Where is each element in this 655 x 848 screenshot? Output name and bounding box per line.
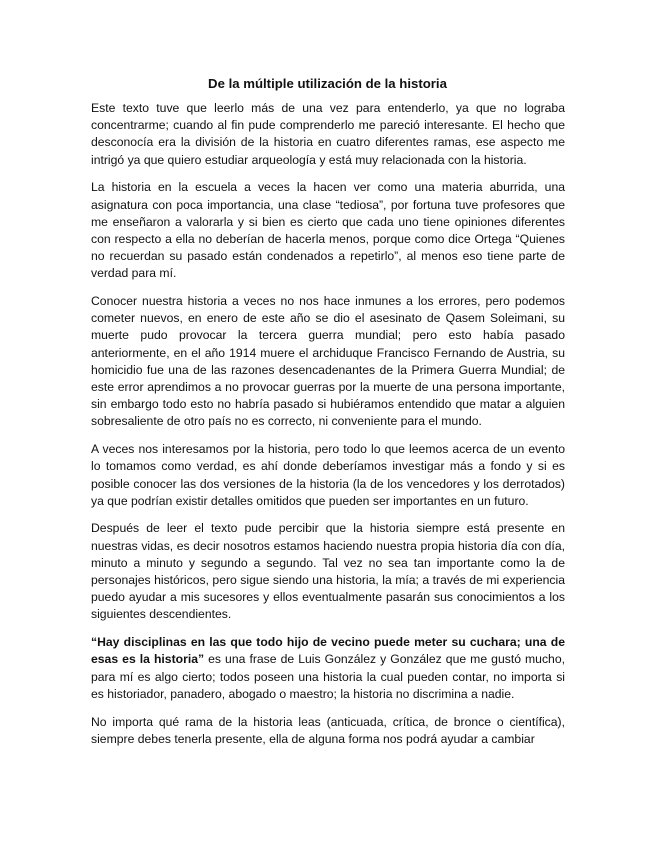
paragraph-1: Este texto tuve que leerlo más de una vez para entenderlo, ya que no lograba concentrarme; cuando al fin pude comprenderlo me pareció interesante. El hecho que desconocía era la división de la historia en cuatro diferentes ramas, ese aspecto me intrigó ya que quiero estudiar arqueología y está muy relacionada con la historia.	[91, 101, 565, 167]
paragraph-2: La historia en la escuela a veces la hacen ver como una materia aburrida, una asignatura con poca importancia, una clase “tediosa”, por fortuna tuve profesores que me enseñaron a valorarla y si bien es cierto que cada uno tiene opiniones diferentes con respecto a ella no deberían de hacerla menos, porque como dice Ortega “Quienes no recuerdan su pasado están condenados a repetirlo”, al menos eso tiene parte de verdad para mí.	[91, 180, 565, 281]
paragraph-5: Después de leer el texto pude percibir que la historia siempre está presente en nuestras vidas, es decir nosotros estamos haciendo nuestra propia historia día con día, minuto a minuto y segundo a segundo. Tal vez no sea tan importante como la de personajes históricos, pero sigue siendo una historia, la mía; a través de mi experiencia puedo ayudar a mis sucesores y ellos eventualmente pasarán sus conocimientos a los siguientes descendientes.	[91, 521, 565, 622]
document-body	[91, 100, 565, 758]
document-title: De la múltiple utilización de la historia	[208, 76, 447, 91]
paragraph-4: A veces nos interesamos por la historia, pero todo lo que leemos acerca de un evento lo tomamos como verdad, es ahí donde deberíamos investigar más a fondo y si es posible conocer las dos versiones de la historia (la de los vencedores y los derrotados) ya que podrían existir detalles omitidos que pueden ser importantes en un futuro.	[91, 442, 565, 508]
paragraph-6-text: es una frase de Luis González y González que me gustó mucho, para mí es algo cierto; todos poseen una historia la cual pueden contar, no importa si es historiador, panadero, abogado o maestro; la historia no discrimina a nadie.	[91, 652, 565, 701]
paragraph-6	[91, 634, 565, 703]
paragraph-3: Conocer nuestra historia a veces no nos hace inmunes a los errores, pero podemos cometer nuevos, en enero de este año se dio el asesinato de Qasem Soleimani, su muerte pudo provocar la tercera guerra mundial; pero esto había pasado anteriormente, en el año 1914 muere el archiduque Francisco Fernando de Austria, su homicidio fue una de las razones desencadenantes de la Primera Guerra Mundial; de este error aprendimos a no provocar guerras por la muerte de una persona importante, sin embargo todo esto no habría pasado si hubiéramos entendido que matar a alguien sobresaliente de otro país no es correcto, ni conveniente para el mundo.	[91, 294, 565, 429]
bold-quote: “Hay disciplinas en las que todo hijo de vecino puede meter su cuchara; una de esas es la historia”	[91, 635, 565, 667]
paragraph-7: No importa qué rama de la historia leas (anticuada, crítica, de bronce o científica), siempre debes tenerla presente, ella de alguna forma nos podrá ayudar a cambiar	[91, 714, 565, 746]
